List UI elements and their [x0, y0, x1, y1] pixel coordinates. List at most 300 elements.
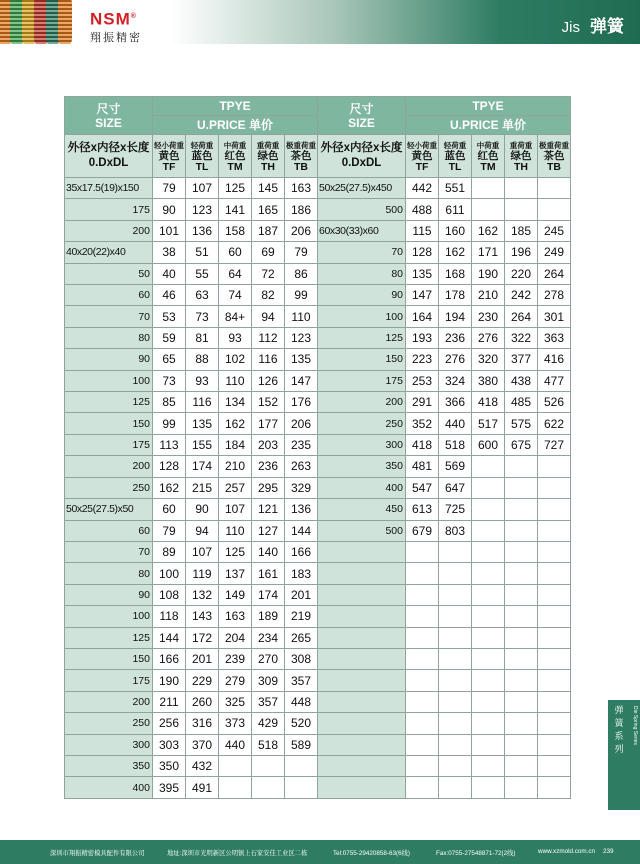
- price-cell: 119: [186, 563, 219, 584]
- table-row: [65, 606, 571, 627]
- price-cell: 239: [219, 648, 252, 669]
- price-cell: [538, 627, 571, 648]
- price-cell: 210: [472, 285, 505, 306]
- price-cell: 140: [252, 541, 285, 562]
- size-cell: 60: [65, 520, 153, 541]
- price-cell: 206: [285, 220, 318, 241]
- type-header-tl: 轻荷重 蓝色 TL: [186, 135, 219, 178]
- price-cell: 74: [219, 285, 252, 306]
- price-cell: 165: [252, 199, 285, 220]
- price-cell: 438: [505, 370, 538, 391]
- price-cell: [219, 777, 252, 799]
- price-cell: [472, 670, 505, 691]
- price-cell: [219, 755, 252, 776]
- price-cell: 357: [285, 670, 318, 691]
- price-cell: 116: [186, 392, 219, 413]
- price-cell: 189: [252, 606, 285, 627]
- price-cell: 72: [252, 263, 285, 284]
- price-cell: [505, 563, 538, 584]
- price-cell: 64: [219, 263, 252, 284]
- price-cell: 235: [285, 434, 318, 455]
- price-cell: 491: [186, 777, 219, 799]
- price-cell: 184: [219, 434, 252, 455]
- price-cell: 263: [285, 456, 318, 477]
- size-cell: [318, 755, 406, 776]
- price-cell: 93: [186, 370, 219, 391]
- price-cell: 589: [285, 734, 318, 755]
- size-cell: 100: [65, 606, 153, 627]
- price-cell: [505, 584, 538, 605]
- size-cell: 70: [65, 541, 153, 562]
- table-row: [65, 520, 571, 541]
- price-cell: [252, 777, 285, 799]
- size-cell: 175: [65, 670, 153, 691]
- price-cell: [406, 713, 439, 734]
- size-cell: 35x17.5(19)x150: [65, 178, 153, 199]
- price-cell: 193: [406, 327, 439, 348]
- price-cell: 121: [252, 499, 285, 520]
- price-cell: 196: [505, 242, 538, 263]
- price-cell: 481: [406, 456, 439, 477]
- price-cell: [439, 670, 472, 691]
- table-row: [65, 220, 571, 241]
- type-header-tf: 轻小荷重 黄色 TF: [406, 135, 439, 178]
- price-cell: 176: [285, 392, 318, 413]
- price-cell: 73: [153, 370, 186, 391]
- company-logo: NSM® 翔振精密: [90, 9, 142, 44]
- price-cell: 60: [153, 499, 186, 520]
- size-cell: 175: [318, 370, 406, 391]
- table-row: [65, 563, 571, 584]
- price-cell: [406, 606, 439, 627]
- price-cell: 325: [219, 691, 252, 712]
- table-row: [65, 777, 571, 799]
- size-cell: [318, 713, 406, 734]
- price-cell: 622: [538, 413, 571, 434]
- size-cell: 125: [318, 327, 406, 348]
- size-cell: 40x20(22)x40: [65, 242, 153, 263]
- price-cell: 350: [153, 755, 186, 776]
- price-cell: 89: [153, 541, 186, 562]
- side-tab: [608, 700, 640, 810]
- price-cell: [472, 648, 505, 669]
- table-row: [65, 713, 571, 734]
- price-cell: 236: [252, 456, 285, 477]
- size-cell: 500: [318, 520, 406, 541]
- size-header-right: 尺寸 SIZE: [318, 97, 406, 135]
- size-cell: 150: [65, 648, 153, 669]
- price-cell: 152: [252, 392, 285, 413]
- size-cell: 175: [65, 434, 153, 455]
- price-cell: 128: [153, 456, 186, 477]
- price-cell: [406, 541, 439, 562]
- price-cell: [406, 755, 439, 776]
- price-cell: [472, 477, 505, 498]
- price-cell: 63: [186, 285, 219, 306]
- price-cell: [538, 734, 571, 755]
- size-cell: 200: [65, 220, 153, 241]
- price-cell: 485: [505, 392, 538, 413]
- price-cell: [538, 584, 571, 605]
- price-cell: 220: [505, 263, 538, 284]
- price-cell: 163: [219, 606, 252, 627]
- size-cell: 450: [318, 499, 406, 520]
- price-cell: [505, 713, 538, 734]
- price-cell: 164: [406, 306, 439, 327]
- price-cell: [505, 648, 538, 669]
- price-cell: 113: [153, 434, 186, 455]
- price-cell: 260: [186, 691, 219, 712]
- table-row: [65, 263, 571, 284]
- price-cell: 107: [186, 178, 219, 199]
- price-cell: 357: [252, 691, 285, 712]
- size-cell: 125: [65, 627, 153, 648]
- table-row: [65, 627, 571, 648]
- price-cell: [538, 606, 571, 627]
- size-cell: 300: [65, 734, 153, 755]
- price-cell: 416: [538, 349, 571, 370]
- table-row: [65, 392, 571, 413]
- price-cell: [505, 734, 538, 755]
- price-cell: 144: [285, 520, 318, 541]
- side-tab-cn: 弹簧系列: [614, 705, 624, 754]
- price-cell: 118: [153, 606, 186, 627]
- size-cell: 70: [65, 306, 153, 327]
- price-cell: 144: [153, 627, 186, 648]
- size-cell: 350: [65, 755, 153, 776]
- price-cell: 125: [219, 541, 252, 562]
- size-cell: 80: [318, 263, 406, 284]
- price-cell: 547: [406, 477, 439, 498]
- size-cell: 500: [318, 199, 406, 220]
- size-cell: 200: [318, 392, 406, 413]
- price-cell: [285, 755, 318, 776]
- price-cell: [505, 477, 538, 498]
- table-row: [65, 734, 571, 755]
- price-cell: 158: [219, 220, 252, 241]
- size-cell: 250: [318, 413, 406, 434]
- price-cell: 183: [285, 563, 318, 584]
- price-cell: [538, 777, 571, 799]
- price-cell: 611: [439, 199, 472, 220]
- price-cell: 147: [406, 285, 439, 306]
- price-cell: 569: [439, 456, 472, 477]
- price-cell: 190: [153, 670, 186, 691]
- size-cell: [318, 777, 406, 799]
- price-cell: 264: [538, 263, 571, 284]
- size-cell: 200: [65, 456, 153, 477]
- price-cell: 477: [538, 370, 571, 391]
- price-cell: 86: [285, 263, 318, 284]
- table-row: [65, 349, 571, 370]
- price-cell: 99: [285, 285, 318, 306]
- price-cell: 174: [186, 456, 219, 477]
- price-cell: 206: [285, 413, 318, 434]
- price-cell: 219: [285, 606, 318, 627]
- price-cell: 82: [252, 285, 285, 306]
- price-cell: 115: [406, 220, 439, 241]
- price-cell: 377: [505, 349, 538, 370]
- price-cell: 59: [153, 327, 186, 348]
- price-cell: 145: [252, 178, 285, 199]
- price-cell: [472, 713, 505, 734]
- price-cell: 110: [285, 306, 318, 327]
- price-cell: 518: [439, 434, 472, 455]
- price-cell: 163: [285, 178, 318, 199]
- size-cell: 100: [318, 306, 406, 327]
- type-header-tl: 轻荷重 蓝色 TL: [439, 135, 472, 178]
- price-cell: 363: [538, 327, 571, 348]
- price-cell: 395: [153, 777, 186, 799]
- price-cell: [472, 563, 505, 584]
- size-cell: 150: [318, 349, 406, 370]
- page-header: [0, 0, 640, 44]
- price-cell: 135: [406, 263, 439, 284]
- price-cell: 94: [186, 520, 219, 541]
- price-cell: [472, 584, 505, 605]
- price-cell: [505, 627, 538, 648]
- price-cell: 265: [285, 627, 318, 648]
- price-cell: 128: [406, 242, 439, 263]
- price-cell: 352: [406, 413, 439, 434]
- price-cell: [472, 178, 505, 199]
- size-cell: [318, 563, 406, 584]
- price-cell: 211: [153, 691, 186, 712]
- price-cell: 575: [505, 413, 538, 434]
- price-cell: 517: [472, 413, 505, 434]
- size-cell: 175: [65, 199, 153, 220]
- price-cell: [538, 755, 571, 776]
- price-cell: [505, 777, 538, 799]
- price-cell: 234: [252, 627, 285, 648]
- price-cell: 727: [538, 434, 571, 455]
- price-cell: 257: [219, 477, 252, 498]
- page-footer: [0, 840, 640, 864]
- price-cell: [439, 691, 472, 712]
- price-cell: 166: [285, 541, 318, 562]
- price-cell: 725: [439, 499, 472, 520]
- price-cell: 236: [439, 327, 472, 348]
- price-cell: [538, 499, 571, 520]
- table-row: [65, 242, 571, 263]
- price-cell: 110: [219, 520, 252, 541]
- price-cell: 108: [153, 584, 186, 605]
- price-cell: 295: [252, 477, 285, 498]
- price-cell: 373: [219, 713, 252, 734]
- price-cell: 116: [252, 349, 285, 370]
- size-cell: [318, 691, 406, 712]
- price-cell: 135: [285, 349, 318, 370]
- price-cell: 518: [252, 734, 285, 755]
- price-cell: 101: [153, 220, 186, 241]
- price-cell: 264: [505, 306, 538, 327]
- spring-illustration: [0, 0, 78, 44]
- price-cell: 141: [219, 199, 252, 220]
- header-banner: [170, 0, 640, 44]
- price-cell: 600: [472, 434, 505, 455]
- price-cell: 134: [219, 392, 252, 413]
- price-cell: [406, 691, 439, 712]
- price-cell: 418: [406, 434, 439, 455]
- table-row: [65, 413, 571, 434]
- price-cell: 230: [472, 306, 505, 327]
- footer-fax: Fax:0755-27548871-72(2线): [436, 850, 516, 857]
- price-cell: 88: [186, 349, 219, 370]
- price-cell: 126: [252, 370, 285, 391]
- type-header-tb: 极重荷重 茶色 TB: [538, 135, 571, 178]
- price-cell: [538, 648, 571, 669]
- type-header-tb: 极重荷重 茶色 TB: [285, 135, 318, 178]
- price-cell: 442: [406, 178, 439, 199]
- price-cell: [505, 541, 538, 562]
- price-cell: 215: [186, 477, 219, 498]
- price-cell: [406, 648, 439, 669]
- table-row: [65, 477, 571, 498]
- price-cell: [505, 178, 538, 199]
- price-cell: 90: [186, 499, 219, 520]
- price-cell: 38: [153, 242, 186, 263]
- size-cell: 250: [65, 477, 153, 498]
- price-cell: 162: [153, 477, 186, 498]
- price-cell: 174: [252, 584, 285, 605]
- price-cell: [252, 755, 285, 776]
- size-cell: [318, 670, 406, 691]
- table-row: [65, 370, 571, 391]
- price-cell: 125: [219, 178, 252, 199]
- price-cell: [505, 691, 538, 712]
- price-cell: [439, 563, 472, 584]
- size-cell: 50: [65, 263, 153, 284]
- price-cell: [439, 755, 472, 776]
- price-cell: [538, 713, 571, 734]
- price-cell: 107: [186, 541, 219, 562]
- price-cell: [538, 178, 571, 199]
- price-cell: [538, 456, 571, 477]
- price-cell: [505, 456, 538, 477]
- footer-address: 地址:深圳市光明新区公明镇上石家安佳工业区二栋: [167, 850, 308, 857]
- size-cell: 80: [65, 563, 153, 584]
- price-cell: 161: [252, 563, 285, 584]
- price-cell: 178: [439, 285, 472, 306]
- size-cell: 60x30(33)x60: [318, 220, 406, 241]
- size-cell: 400: [65, 777, 153, 799]
- price-cell: 149: [219, 584, 252, 605]
- price-cell: 99: [153, 413, 186, 434]
- price-cell: [505, 755, 538, 776]
- footer-page-number: 239: [603, 848, 614, 855]
- price-cell: 291: [406, 392, 439, 413]
- price-cell: 203: [252, 434, 285, 455]
- price-cell: 301: [538, 306, 571, 327]
- size-cell: 70: [318, 242, 406, 263]
- price-cell: 79: [285, 242, 318, 263]
- table-row: [65, 306, 571, 327]
- price-cell: [406, 670, 439, 691]
- price-cell: [472, 691, 505, 712]
- price-cell: 177: [252, 413, 285, 434]
- price-cell: [538, 563, 571, 584]
- price-cell: 418: [472, 392, 505, 413]
- table-row: [65, 178, 571, 199]
- price-cell: [439, 584, 472, 605]
- price-cell: 55: [186, 263, 219, 284]
- price-cell: 110: [219, 370, 252, 391]
- size-cell: 300: [318, 434, 406, 455]
- price-cell: 429: [252, 713, 285, 734]
- size-cell: 90: [318, 285, 406, 306]
- price-cell: 204: [219, 627, 252, 648]
- price-cell: 229: [186, 670, 219, 691]
- price-cell: 40: [153, 263, 186, 284]
- logo-text: NSM: [90, 9, 131, 29]
- price-cell: [406, 734, 439, 755]
- price-cell: 171: [472, 242, 505, 263]
- price-cell: [406, 563, 439, 584]
- price-cell: 85: [153, 392, 186, 413]
- price-cell: [472, 627, 505, 648]
- price-cell: [505, 520, 538, 541]
- price-header-right: U.PRICE 单价: [406, 116, 571, 135]
- dimension-header: 外径x内径x长度 0.DxDL: [65, 135, 153, 178]
- price-cell: [538, 199, 571, 220]
- price-cell: [472, 755, 505, 776]
- price-cell: 123: [186, 199, 219, 220]
- price-cell: 162: [472, 220, 505, 241]
- price-cell: [538, 520, 571, 541]
- section-title-cn: 弹簧: [590, 17, 624, 36]
- price-cell: [472, 777, 505, 799]
- price-cell: 162: [219, 413, 252, 434]
- size-cell: [318, 606, 406, 627]
- price-cell: 107: [219, 499, 252, 520]
- price-cell: [439, 777, 472, 799]
- price-cell: 79: [153, 178, 186, 199]
- price-cell: [538, 541, 571, 562]
- price-cell: [505, 499, 538, 520]
- type-header-th: 重荷重 绿色 TH: [252, 135, 285, 178]
- price-cell: 448: [285, 691, 318, 712]
- size-cell: [318, 627, 406, 648]
- price-cell: 210: [219, 456, 252, 477]
- size-cell: 400: [318, 477, 406, 498]
- table-row: [65, 327, 571, 348]
- size-cell: 200: [65, 691, 153, 712]
- table-row: [65, 456, 571, 477]
- price-cell: 249: [538, 242, 571, 263]
- price-cell: 324: [439, 370, 472, 391]
- price-cell: 440: [439, 413, 472, 434]
- price-cell: 613: [406, 499, 439, 520]
- price-cell: 79: [153, 520, 186, 541]
- price-cell: 194: [439, 306, 472, 327]
- price-cell: 253: [406, 370, 439, 391]
- price-cell: [439, 541, 472, 562]
- table-row: [65, 434, 571, 455]
- price-cell: 223: [406, 349, 439, 370]
- price-cell: [472, 734, 505, 755]
- price-cell: 279: [219, 670, 252, 691]
- table-row: [65, 199, 571, 220]
- type-header-tm: 中荷重 红色 TM: [472, 135, 505, 178]
- price-cell: [472, 520, 505, 541]
- side-tab-en: Die Spring Series: [632, 706, 638, 745]
- size-cell: [318, 541, 406, 562]
- price-cell: [472, 606, 505, 627]
- size-cell: [318, 734, 406, 755]
- price-cell: [538, 691, 571, 712]
- price-cell: 112: [252, 327, 285, 348]
- price-cell: [285, 777, 318, 799]
